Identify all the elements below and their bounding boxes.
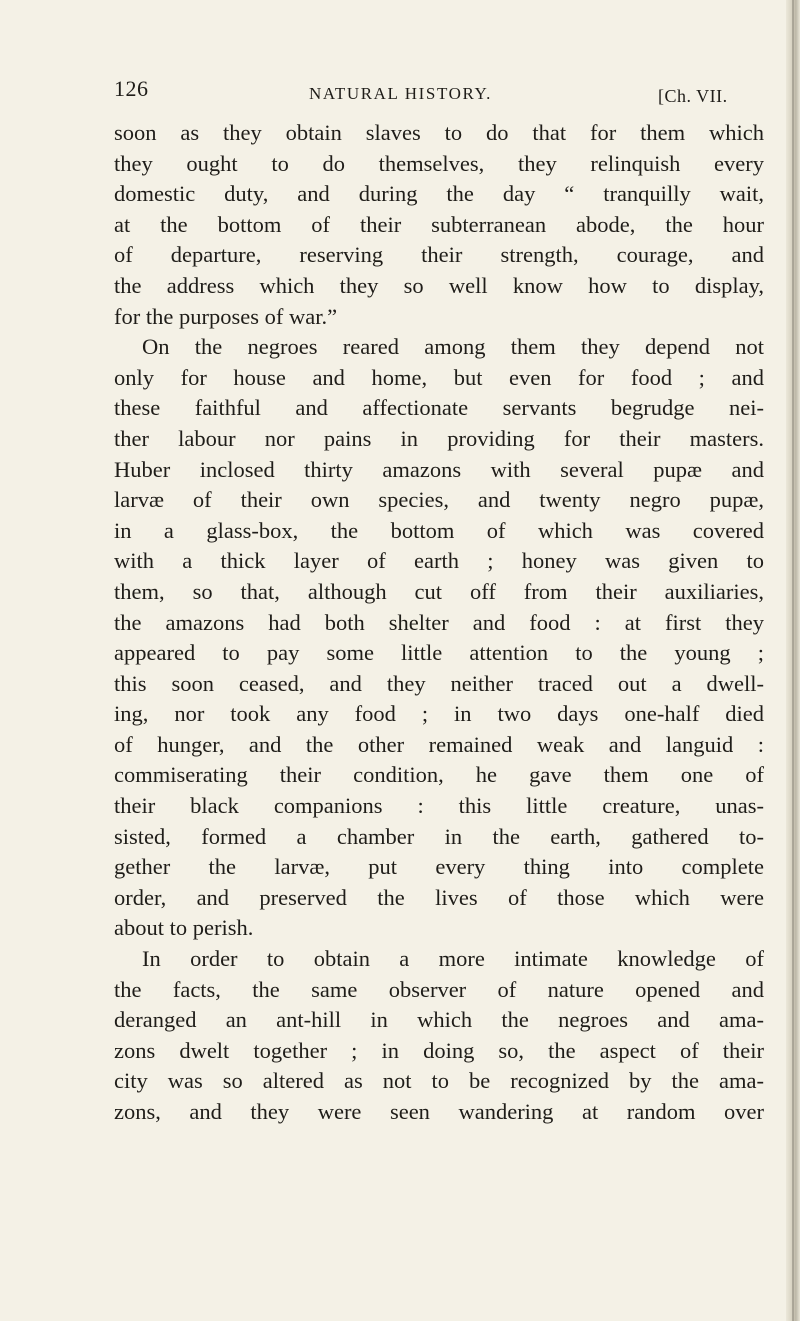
text-line: the facts, the same observer of nature opened and bbox=[114, 976, 764, 1002]
body-text bbox=[114, 118, 764, 1128]
text-line: them, so that, although cut off from their auxiliaries, bbox=[114, 578, 764, 604]
page-number: 126 bbox=[114, 76, 149, 101]
text-line: of hunger, and the other remained weak and languid : bbox=[114, 731, 764, 757]
text-line: their black companions : this little creature, unas- bbox=[114, 793, 764, 819]
page-header bbox=[114, 76, 764, 108]
text-line: this soon ceased, and they neither traced out a dwell- bbox=[114, 670, 764, 696]
text-line: zons, and they were seen wandering at random over bbox=[114, 1099, 764, 1124]
text-line: in a glass-box, the bottom of which was covered bbox=[114, 517, 764, 543]
paragraph-start-line: In order to obtain a more intimate knowledge of bbox=[142, 946, 764, 972]
text-line: Huber inclosed thirty amazons with several pupæ and bbox=[114, 456, 764, 482]
running-title: NATURAL HISTORY. bbox=[309, 84, 493, 103]
text-line: commiserating their condition, he gave them one of bbox=[114, 762, 764, 788]
page-edge-line bbox=[792, 0, 794, 1321]
text-line: the address which they so well know how to display, bbox=[114, 272, 764, 298]
text-line: sisted, formed a chamber in the earth, gathered to- bbox=[114, 823, 764, 849]
text-line: the amazons had both shelter and food : at first they bbox=[114, 609, 764, 635]
text-line: domestic duty, and during the day “ tranquilly wait, bbox=[114, 181, 764, 207]
text-line: order, and preserved the lives of those which were bbox=[114, 884, 764, 910]
text-line: soon as they obtain slaves to do that for them which bbox=[114, 120, 764, 145]
text-line: of departure, reserving their strength, courage, and bbox=[114, 242, 764, 268]
text-line: ing, nor took any food ; in two days one-half died bbox=[114, 701, 764, 727]
text-line: larvæ of their own species, and twenty negro pupæ, bbox=[114, 487, 764, 513]
text-line: appeared to pay some little attention to the young ; bbox=[114, 640, 764, 666]
text-line: for the purposes of war.” bbox=[114, 303, 338, 329]
text-line: deranged an ant-hill in which the negroes and ama- bbox=[114, 1007, 764, 1033]
text-line: gether the larvæ, put every thing into complete bbox=[114, 854, 764, 880]
text-line: about to perish. bbox=[114, 915, 254, 941]
text-line: ther labour nor pains in providing for their masters. bbox=[114, 425, 764, 451]
chapter-reference: [Ch. VII. bbox=[658, 86, 728, 106]
text-line: they ought to do themselves, they relinquish every bbox=[114, 150, 764, 176]
text-line: only for house and home, but even for food ; and bbox=[114, 364, 764, 390]
text-line: zons dwelt together ; in doing so, the aspect of their bbox=[114, 1037, 764, 1063]
paragraph-start-line: On the negroes reared among them they depend not bbox=[142, 334, 764, 360]
text-line: these faithful and affectionate servants begrudge nei- bbox=[114, 395, 764, 421]
text-line: with a thick layer of earth ; honey was given to bbox=[114, 548, 764, 574]
text-line: city was so altered as not to be recognized by the ama- bbox=[114, 1068, 764, 1094]
text-line: at the bottom of their subterranean abode, the hour bbox=[114, 211, 764, 237]
